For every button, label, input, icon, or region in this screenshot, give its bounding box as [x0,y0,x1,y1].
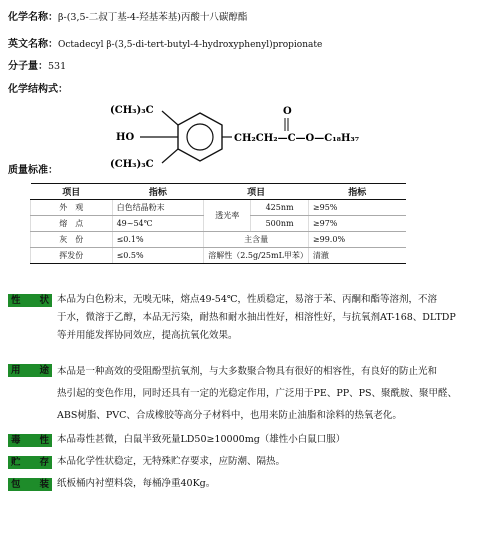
use-paragraph [57,361,477,427]
english-name-label: 英文名称： [8,39,58,50]
row-item: 外 观 [31,200,113,216]
table-header-row [31,184,407,200]
benzene-inner-circle [187,124,213,150]
package-tag [8,478,52,491]
tert-butyl-top-label: (CH₃)₃C [110,105,154,116]
molecular-weight-label: 分子量： [8,61,48,72]
use-line: 本品是一种高效的受阻酚型抗氧剂，与大多数聚合物具有很好的相容性，有良好的防止光和 [57,366,438,377]
nature-tag [8,294,52,307]
chinese-name-field [8,12,247,24]
toxicity-text: 本品毒性甚微，白鼠半致死量LD50≥10000mg（雄性小白鼠口服） [57,434,346,445]
header-spec-right: 指标 [308,184,406,200]
row-value: ≤0.1% [112,232,204,248]
molecular-weight-field [8,61,66,73]
transmittance-wave-2: 500nm [251,216,309,232]
use-line: ABS树脂、PVC、合成橡胶等高分子材料中，也用来防止油脂和涂料的热氧老化。 [57,410,402,421]
toxicity-tag [8,434,52,447]
storage-tag-char-1: 贮 [11,457,21,468]
toxicity-tag-char-1: 毒 [11,435,21,446]
bond-bottom-tbutyl [162,149,178,163]
storage-text: 本品化学性状稳定，无特殊贮存要求，应防潮、隔热。 [57,456,286,467]
row-item: 熔 点 [31,216,113,232]
chemical-structure [110,101,370,176]
hydroxyl-label: HO [116,132,135,143]
header-spec-left: 指标 [112,184,204,200]
use-line: 热引起的变色作用，同时还具有一定的光稳定作用，广泛用于PE、PP、PS、聚酰胺、聚甲醛、 [57,388,458,399]
row-item: 灰 份 [31,232,113,248]
table-row [31,232,407,248]
use-tag [8,364,52,377]
content-value: ≥99.0% [308,232,406,248]
transmittance-value-2: ≥97% [308,216,406,232]
header-item-right: 项目 [204,184,309,200]
row-value: 白色结晶粉末 [112,200,204,216]
use-tag-char-2: 途 [39,365,49,376]
content-label: 主含量 [204,232,309,248]
transmittance-value-1: ≥95% [308,200,406,216]
quality-standard-label: 质量标准： [8,165,58,176]
row-item: 挥发份 [31,248,113,264]
structure-label-field [8,84,68,96]
package-tag-char-1: 包 [11,479,21,490]
table-row [31,200,407,216]
use-tag-char-1: 用 [11,365,21,376]
carbonyl-oxygen-label: O [283,106,292,117]
english-name-value: Octadecyl β-(3,5-di-tert-butyl-4-hydroxyphenyl)propionate [58,40,323,50]
chinese-name-label: 化学名称： [8,12,58,23]
row-value: ≤0.5% [112,248,204,264]
package-tag-char-2: 装 [39,479,49,490]
chinese-name-value: β-(3,5-二叔丁基-4-羟基苯基)丙酸十八碳醇酯 [58,12,248,23]
header-item-left: 项目 [31,184,113,200]
nature-tag-char-1: 性 [11,295,21,306]
storage-tag-char-2: 存 [39,457,49,468]
transmittance-wave-1: 425nm [251,200,309,216]
tert-butyl-bottom-label: (CH₃)₃C [110,159,154,170]
transmittance-label: 透光率 [204,200,251,232]
quality-table [30,183,406,264]
propionate-chain-label: CH₂CH₂—C—O—C₁₈H₃₇ [234,133,360,144]
solubility-label: 溶解性（2.5g/25mL甲苯） [204,248,309,264]
molecular-weight-value: 531 [48,61,67,72]
nature-paragraph [57,291,477,345]
benzene-ring [178,113,222,161]
solubility-value: 清澈 [308,248,406,264]
package-text: 纸板桶内衬塑料袋，每桶净重40Kg。 [57,478,216,489]
nature-line: 本品为白色粉末，无嗅无味，熔点49-54℃，性质稳定，易溶于苯、丙酮和酯等溶剂，不溶 [57,294,438,305]
table-row [31,248,407,264]
structure-label: 化学结构式： [8,84,68,95]
english-name-field [8,39,322,51]
nature-line: 于水，微溶于乙醇，本品无污染，耐热和耐水抽出性好，相溶性好，与抗氧剂AT-168、DLTDP [57,312,456,323]
toxicity-tag-char-2: 性 [39,435,49,446]
storage-tag [8,456,52,469]
nature-tag-char-2: 状 [39,295,49,306]
row-value: 49~54℃ [112,216,204,232]
bond-top-tbutyl [162,111,178,125]
nature-line: 等并用能发挥协同效应，提高抗氧化效果。 [57,330,238,341]
quality-standard-field [8,165,58,177]
